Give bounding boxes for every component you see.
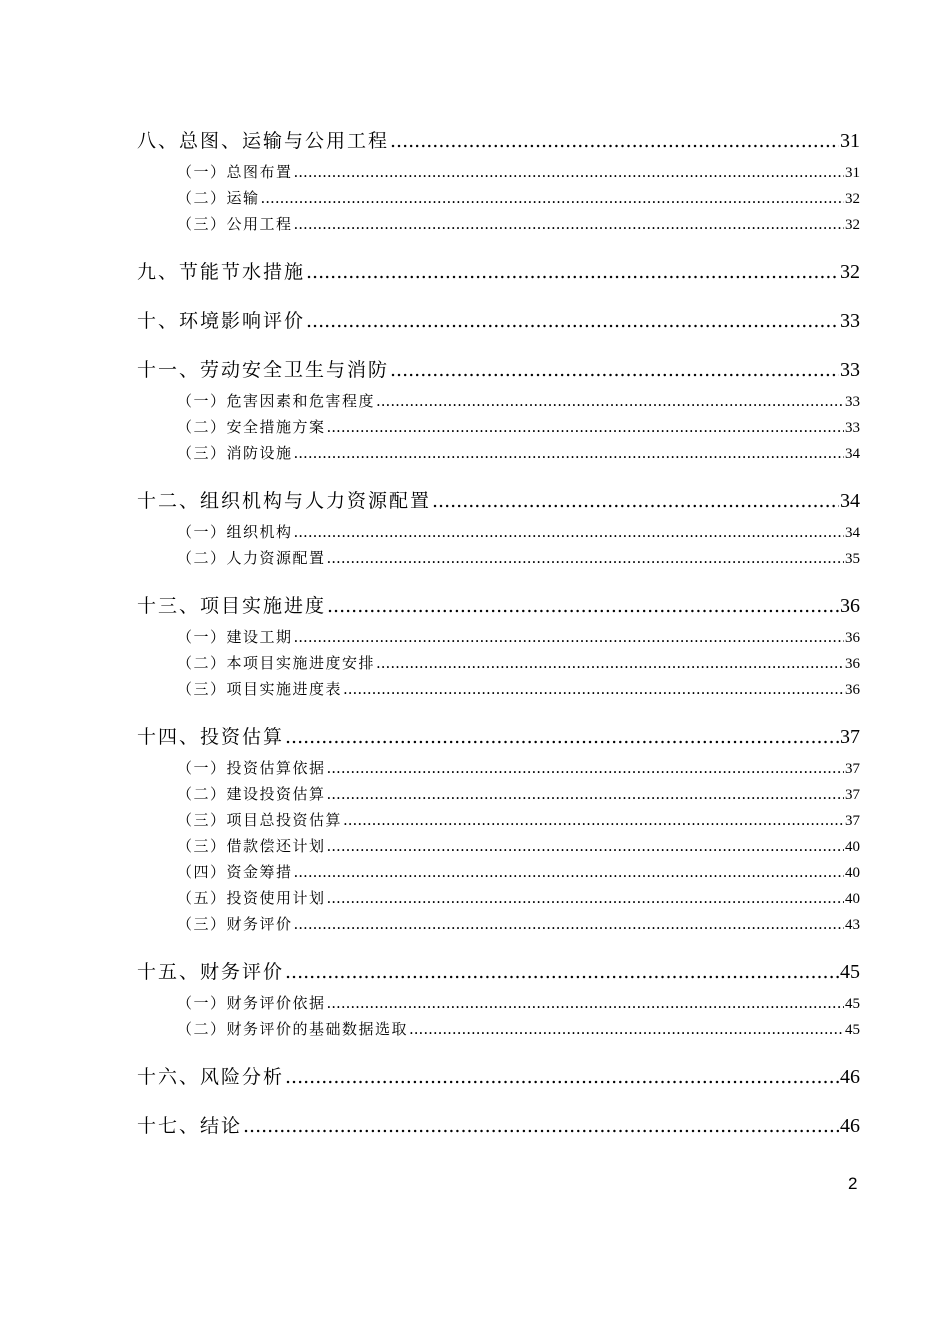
toc-dot-leader [409,1017,844,1042]
page-number: 2 [848,1174,858,1193]
toc-dot-leader [261,186,844,211]
toc-entry-page-number: 32 [845,191,860,207]
toc-dot-leader [285,957,839,987]
toc-entry-label: 九、节能节水措施 [137,261,306,283]
toc-entry-page-number: 46 [840,1115,860,1137]
toc-dot-leader [294,441,844,466]
toc-dot-leader [327,782,844,807]
toc-entry-label: 十一、劳动安全卫生与消防 [137,359,390,381]
toc-dot-leader [327,991,844,1016]
toc-section-entry[interactable] [137,677,860,703]
toc-entry-label: 八、总图、运输与公用工程 [137,130,390,152]
toc-chapter-entry[interactable] [137,957,860,987]
toc-entry-page-number: 35 [845,551,860,567]
toc-dot-leader [376,389,844,414]
toc-entry-label: （五）投资使用计划 [177,889,326,907]
toc-entry-label: （一）组织机构 [177,523,293,541]
toc-entry-page-number: 40 [845,839,860,855]
toc-section-entry[interactable] [137,389,860,415]
toc-entry-label: （三）项目总投资估算 [177,811,343,829]
toc-dot-leader [432,486,839,516]
toc-entry-page-number: 34 [840,490,860,512]
toc-section-entry[interactable] [137,160,860,186]
toc-entry-page-number: 32 [840,261,860,283]
toc-chapter-entry[interactable] [137,486,860,516]
toc-dot-leader [285,1062,839,1092]
toc-entry-page-number: 33 [845,394,860,410]
toc-entry-page-number: 36 [840,595,860,617]
toc-entry-label: （三）借款偿还计划 [177,837,326,855]
toc-entry-page-number: 32 [845,217,860,233]
toc-dot-leader [306,257,839,287]
toc-dot-leader [285,722,839,752]
toc-entry-page-number: 45 [845,1022,860,1038]
toc-entry-label: （一）财务评价依据 [177,994,326,1012]
toc-entry-label: （二）建设投资估算 [177,785,326,803]
toc-section-entry[interactable] [137,651,860,677]
toc-entry-page-number: 31 [840,130,860,152]
toc-dot-leader [390,126,839,156]
toc-entry-page-number: 45 [845,996,860,1012]
toc-dot-leader [390,355,839,385]
toc-entry-label: （一）投资估算依据 [177,759,326,777]
toc-dot-leader [294,212,844,237]
toc-entry-label: 十五、财务评价 [137,961,285,983]
toc-entry-page-number: 37 [845,787,860,803]
toc-section-entry[interactable] [137,520,860,546]
toc-section-entry[interactable] [137,808,860,834]
toc-entry-page-number: 33 [840,359,860,381]
toc-section-entry[interactable] [137,415,860,441]
toc-entry-label: （一）建设工期 [177,628,293,646]
toc-chapter-entry[interactable] [137,126,860,156]
toc-dot-leader [343,677,844,702]
toc-entry-page-number: 31 [845,165,860,181]
toc-entry-label: （一）危害因素和危害程度 [177,392,376,410]
toc-entry-page-number: 37 [845,761,860,777]
toc-entry-label: 十二、组织机构与人力资源配置 [137,490,432,512]
toc-section-entry[interactable] [137,886,860,912]
toc-dot-leader [294,160,844,185]
toc-entry-label: （二）本项目实施进度安排 [177,654,376,672]
toc-chapter-entry[interactable] [137,1062,860,1092]
toc-entry-page-number: 36 [845,682,860,698]
toc-entry-label: （一）总图布置 [177,163,293,181]
toc-entry-page-number: 34 [845,525,860,541]
toc-dot-leader [343,808,844,833]
toc-section-entry[interactable] [137,546,860,572]
toc-entry-page-number: 37 [840,726,860,748]
toc-dot-leader [294,860,844,885]
toc-dot-leader [294,520,844,545]
toc-section-entry[interactable] [137,834,860,860]
toc-chapter-entry[interactable] [137,306,860,336]
toc-entry-page-number: 40 [845,865,860,881]
toc-entry-page-number: 36 [845,630,860,646]
toc-entry-label: （二）安全措施方案 [177,418,326,436]
toc-entry-label: （二）财务评价的基础数据选取 [177,1020,409,1038]
toc-entry-page-number: 40 [845,891,860,907]
toc-entry-label: （二）运输 [177,189,260,207]
toc-entry-label: 十六、风险分析 [137,1066,285,1088]
toc-dot-leader [327,591,839,621]
toc-chapter-entry[interactable] [137,1111,860,1141]
toc-section-entry[interactable] [137,441,860,467]
toc-section-entry[interactable] [137,625,860,651]
toc-entry-page-number: 33 [845,420,860,436]
toc-entry-label: 十、环境影响评价 [137,310,306,332]
toc-section-entry[interactable] [137,782,860,808]
toc-entry-page-number: 46 [840,1066,860,1088]
toc-dot-leader [306,306,839,336]
toc-section-entry[interactable] [137,860,860,886]
toc-entry-label: （二）人力资源配置 [177,549,326,567]
toc-dot-leader [327,546,844,571]
toc-entry-label: （三）财务评价 [177,915,293,933]
toc-entry-label: （三）消防设施 [177,444,293,462]
toc-entry-page-number: 37 [845,813,860,829]
toc-entry-label: 十三、项目实施进度 [137,595,327,617]
toc-section-entry[interactable] [137,756,860,782]
toc-chapter-entry[interactable] [137,355,860,385]
toc-dot-leader [294,912,844,937]
toc-chapter-entry[interactable] [137,257,860,287]
toc-section-entry[interactable] [137,186,860,212]
toc-entry-label: （三）公用工程 [177,215,293,233]
toc-entry-page-number: 36 [845,656,860,672]
toc-entry-label: 十七、结论 [137,1115,243,1137]
toc-section-entry[interactable] [137,912,860,938]
toc-chapter-entry[interactable] [137,722,860,752]
toc-section-entry[interactable] [137,991,860,1017]
toc-dot-leader [327,834,844,859]
toc-entry-label: （四）资金筹措 [177,863,293,881]
toc-entry-page-number: 43 [845,917,860,933]
toc-entry-label: 十四、投资估算 [137,726,285,748]
toc-entry-page-number: 33 [840,310,860,332]
toc-dot-leader [327,756,844,781]
toc-entry-page-number: 34 [845,446,860,462]
toc-section-entry[interactable] [137,1017,860,1043]
toc-chapter-entry[interactable] [137,591,860,621]
toc-entry-label: （三）项目实施进度表 [177,680,343,698]
toc-dot-leader [327,886,844,911]
toc-entry-page-number: 45 [840,961,860,983]
toc-dot-leader [294,625,844,650]
toc-dot-leader [376,651,844,676]
toc-dot-leader [243,1111,839,1141]
table-of-contents [137,126,860,1145]
toc-section-entry[interactable] [137,212,860,238]
toc-dot-leader [327,415,844,440]
